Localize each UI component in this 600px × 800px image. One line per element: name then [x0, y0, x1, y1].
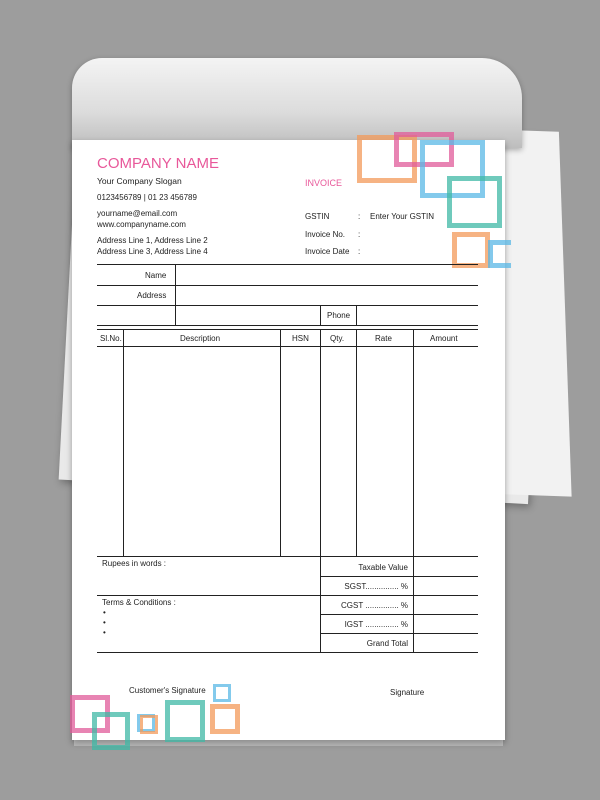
col-slno: Sl.No. [100, 334, 122, 343]
name-label: Name [145, 271, 167, 280]
colon: : [358, 212, 361, 221]
bullet: • [103, 608, 106, 617]
decor-square [447, 176, 502, 228]
col-rate: Rate [375, 334, 392, 343]
taxable-value-label: Taxable Value [358, 563, 408, 572]
rule-line [97, 595, 478, 596]
bullet: • [103, 618, 106, 627]
rule-line [123, 329, 124, 556]
page-curl [72, 58, 522, 148]
invoice-page [72, 140, 505, 740]
decor-square [488, 240, 511, 268]
col-hsn: HSN [292, 334, 309, 343]
rule-line [280, 329, 281, 556]
rule-line [97, 346, 478, 347]
phone-field[interactable] [357, 306, 478, 324]
sgst-label: SGST............... % [344, 582, 408, 591]
bullet: • [103, 628, 106, 637]
rupees-in-words-label: Rupees in words : [102, 559, 167, 568]
rule-line [320, 614, 478, 615]
colon: : [358, 230, 361, 239]
rule-line [413, 329, 414, 652]
company-website: www.companyname.com [97, 220, 186, 229]
rule-line [320, 633, 478, 634]
company-phones: 0123456789 | 01 23 456789 [97, 193, 197, 202]
col-amount: Amount [430, 334, 458, 343]
decor-square [165, 700, 205, 742]
colon: : [358, 247, 361, 256]
company-address-2: Address Line 3, Address Line 4 [97, 247, 208, 256]
grand-total-label: Grand Total [366, 639, 408, 648]
rule-line [97, 652, 478, 653]
rule-line [97, 325, 478, 326]
rule-line [356, 329, 357, 556]
customer-signature-label: Customer's Signature [129, 686, 206, 695]
decor-square [140, 715, 158, 734]
rule-line [97, 556, 478, 557]
rule-line [320, 329, 321, 581]
decor-square [452, 232, 490, 268]
gstin-label: GSTIN [305, 212, 330, 221]
terms-label: Terms & Conditions : [102, 598, 176, 607]
address-label: Address [137, 291, 167, 300]
company-name: COMPANY NAME [97, 155, 219, 172]
signature-label: Signature [390, 688, 425, 697]
invoice-number-label: Invoice No. [305, 230, 346, 239]
phone-label: Phone [327, 311, 351, 320]
cgst-label: CGST ............... % [341, 601, 408, 610]
rule-line [320, 576, 478, 577]
address-field[interactable] [176, 286, 478, 304]
col-qty: Qty. [330, 334, 345, 343]
gstin-value[interactable]: Enter Your GSTIN [370, 212, 435, 221]
company-slogan: Your Company Slogan [97, 176, 182, 186]
decor-square [92, 712, 130, 750]
rule-line [97, 329, 478, 330]
decor-square [210, 704, 240, 734]
rule-line [320, 556, 321, 652]
name-field[interactable] [176, 265, 478, 284]
decor-square [213, 684, 231, 702]
igst-label: IGST ............... % [344, 620, 408, 629]
rule-line [320, 305, 321, 325]
company-address-1: Address Line 1, Address Line 2 [97, 236, 208, 245]
col-description: Description [180, 334, 221, 343]
invoice-date-label: Invoice Date [305, 247, 350, 256]
invoice-title: INVOICE [305, 178, 343, 188]
company-email: yourname@email.com [97, 209, 178, 218]
